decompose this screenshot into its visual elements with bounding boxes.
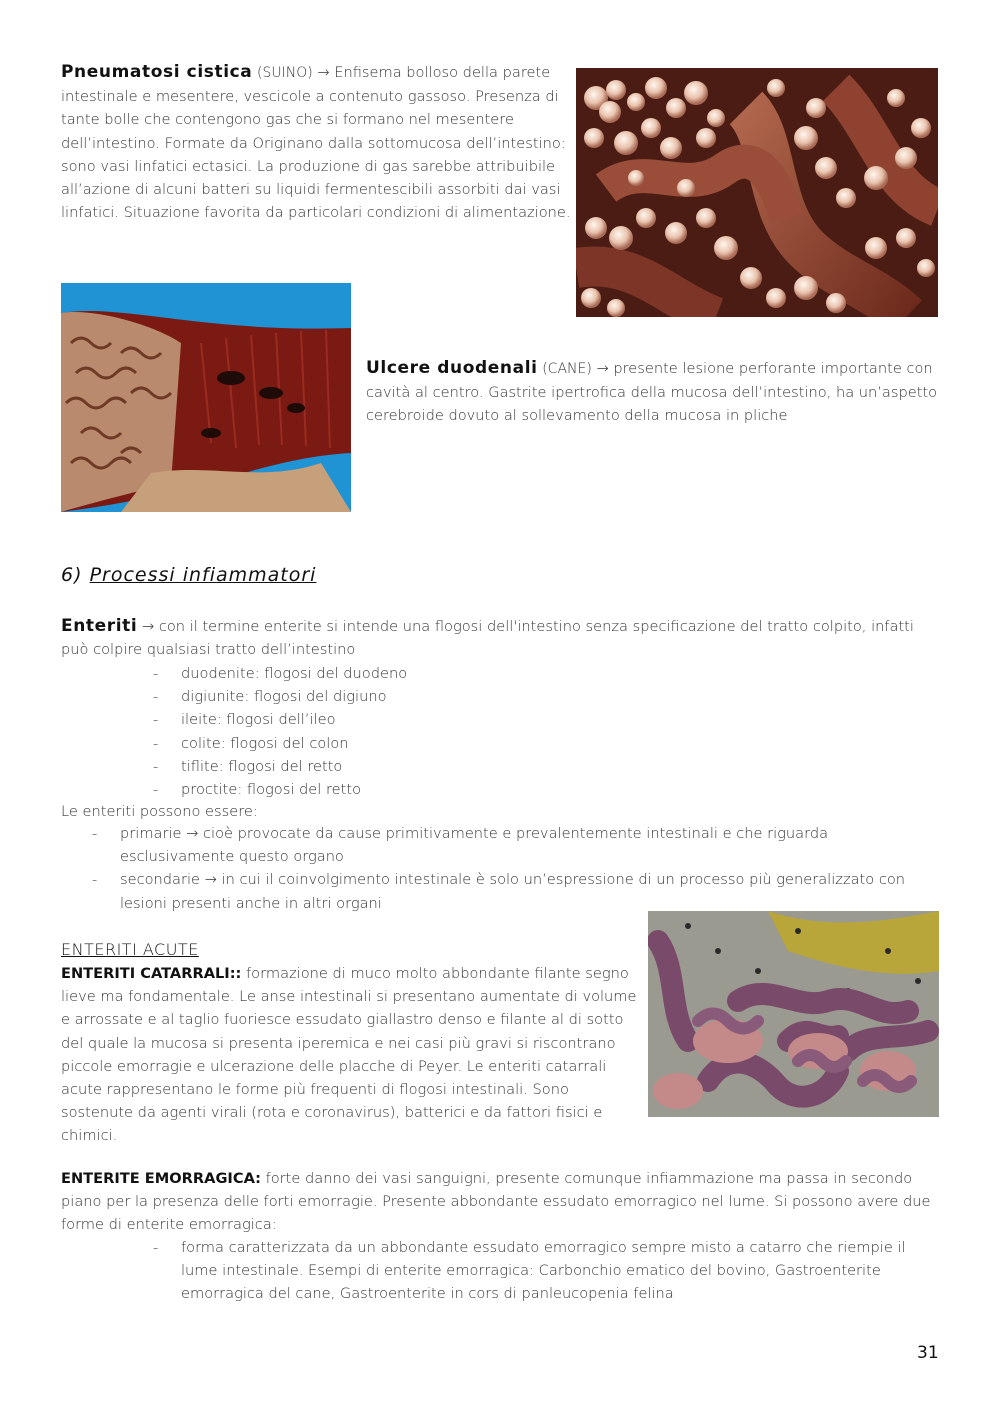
pneumatosi-paragraph	[61, 61, 571, 224]
catarrali-label: ENTERITI CATARRALI::	[61, 965, 242, 982]
emorragica-paragraph	[61, 1167, 941, 1237]
list-item: - colite: flogosi del colon	[153, 734, 349, 752]
list-item: - ileite: flogosi dell’ileo	[153, 711, 336, 729]
pneumatosi-tag: (SUINO)	[257, 65, 313, 81]
ulcere-tag: (CANE)	[542, 361, 592, 377]
ulcere-illustration	[61, 283, 351, 512]
enteriti-title: Enteriti	[61, 616, 138, 636]
chapter-title: Processi infiammatori	[89, 564, 317, 586]
chapter-heading	[61, 564, 316, 586]
emorragica-list	[153, 1236, 941, 1306]
enteriti-intro: con il termine enterite si intende una flogosi dell'intestino senza specificazione del tratto colpito, infatti può colpire qualsiasi tratto dell’intestino	[61, 618, 914, 659]
enteriti-paragraph	[61, 615, 941, 661]
enteriti-photo	[648, 911, 939, 1117]
catarrali-paragraph	[61, 962, 643, 1148]
ulcere-photo	[61, 283, 351, 512]
list-item: - digiunite: flogosi del digiuno	[153, 688, 387, 706]
list-item: - tiflite: flogosi del retto	[153, 757, 343, 775]
pneumatosi-illustration	[576, 68, 938, 317]
arrow: →	[317, 64, 330, 81]
list-item: - duodenite: flogosi del duodeno	[153, 665, 408, 682]
pneumatosi-photo	[576, 68, 938, 317]
pneumatosi-title: Pneumatosi cistica	[61, 62, 253, 82]
enteriti-list	[153, 662, 881, 801]
catarrali-text: formazione di muco molto abbondante filante segno lieve ma fondamentale. Le anse intestinali si presentano aumentate di volume e arrossate e al taglio fuoriesce essudato giallastro denso e filante al di sotto del quale la mucosa si presenta iperemica e nei casi più gravi si riscontrano piccole emorragie e ulcerazione delle placche di Peyer. Le enteriti catarrali acute rappresentano le forme più frequenti di flogosi intestinali. Sono sostenute da agenti virali (rota e coronavirus), batterici e da fattori fisici e chimici.	[61, 965, 637, 1145]
acute-heading: ENTERITI ACUTE	[61, 940, 199, 959]
arrow: →	[141, 618, 155, 635]
emorragica-text: forte danno dei vasi sanguigni, presente comunque infiammazione ma passa in secondo piano per la presenza delle forti emorragie. Presente abbondante essudato emorragico nel lume. Si possono avere due forme di enterite emorragica:	[61, 1170, 931, 1234]
enteriti-illustration	[648, 911, 939, 1117]
arrow: →	[596, 360, 609, 377]
list-item: - primarie → cioè provocate da cause primitivamente e prevalentemente intestinali e che riguarda esclusivamente questo organo	[92, 825, 829, 866]
list-item: - forma caratterizzata da un abbondante essudato emorragico sempre misto a catarro che riempie il lume intestinale. Esempi di enterite emorragica: Carbonchio ematico del bovino, Gastroenterite emorragica del cane, Gastroenterite in cors di panleucopenia felina	[153, 1239, 906, 1303]
list-item: - secondarie → in cui il coinvolgimento intestinale è solo un’espressione di un processo più generalizzato con lesioni presenti anche in altri organi	[92, 871, 906, 912]
types-list	[92, 822, 930, 915]
ulcere-paragraph	[366, 357, 940, 428]
types-intro: Le enteriti possono essere:	[61, 803, 258, 820]
ulcere-text: presente lesione perforante importante con cavità al centro. Gastrite ipertrofica della mucosa dell’intestino, ha un’aspetto cerebroide dovuto al sollevamento della mucosa in pliche	[366, 360, 938, 425]
list-item: - proctite: flogosi del retto	[153, 781, 361, 799]
chapter-number: 6)	[61, 564, 83, 586]
emorragica-label: ENTERITE EMORRAGICA:	[61, 1170, 261, 1187]
ulcere-title: Ulcere duodenali	[366, 358, 538, 378]
page-number: 31	[917, 1343, 939, 1363]
pneumatosi-text: Enfisema bolloso della parete intestinale e mesentere, vescicole a contenuto gassoso. Presenza di tante bolle che contengono gas che si formano nel mesentere dell’intestino. Formate da Originano dalla sottomucosa dell’intestino: sono vasi linfatici ectasici. La produzione di gas sarebbe attribuibile all’azione di alcuni batteri su liquidi fermentescibili assorbiti dai vasi linfatici. Situazione favorita da particolari condizioni di alimentazione.	[61, 64, 571, 222]
